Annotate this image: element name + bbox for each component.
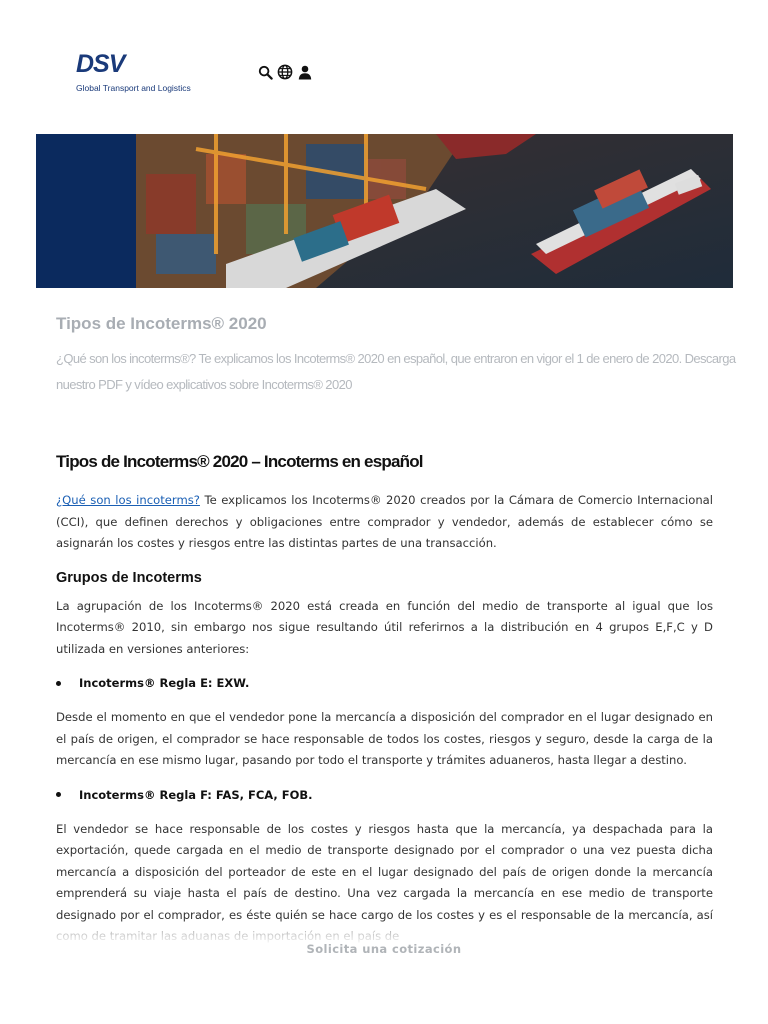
search-icon[interactable]: [257, 64, 273, 80]
user-icon[interactable]: [297, 64, 313, 80]
site-header: [0, 0, 768, 130]
article-paragraph-3: Desde el momento en que el vendedor pone la mercancía a disposición del comprador en el lugar designado en el país de origen, el comprador se hace responsable de todos los costes, riesgos y seguro, desde la carga de la mercancía en ese mismo lugar, pasando por todo el transporte y trámites aduaneros, hasta llegar a destino.: [56, 710, 713, 767]
logo-tagline: Global Transport and Logistics: [76, 83, 191, 93]
bullet-rule-f-label: Incoterms® Regla F: FAS, FCA, FOB.: [79, 787, 313, 802]
hero-color-band: [36, 134, 136, 288]
hero-image-container-port: [136, 134, 733, 288]
sticky-cta-bar: [0, 928, 768, 972]
intro-title: Tipos de Incoterms® 2020: [56, 314, 267, 333]
logo-wordmark: DSV: [76, 50, 125, 78]
section-heading-groups: Grupos de Incoterms: [56, 569, 202, 586]
article-paragraph-1: [56, 490, 713, 555]
globe-icon[interactable]: [277, 64, 293, 80]
bullet-rule-e: [56, 676, 713, 690]
article-paragraph-2: La agrupación de los Incoterms® 2020 está creada en función del medio de transporte al igual que los Incoterms® 2010, sin embargo nos sigue resultando útil referirnos a la distribución en 4 grupos E,F,C y D utilizada en versiones anteriores:: [56, 598, 713, 656]
bullet-rule-e-label: Incoterms® Regla E: EXW.: [79, 676, 250, 690]
article-body: [56, 452, 713, 948]
bullet-dot: [56, 792, 61, 797]
request-quote-button[interactable]: Solicita una cotización: [306, 942, 462, 956]
bullet-dot: [56, 681, 61, 686]
hero-banner: [36, 134, 733, 288]
what-are-incoterms-link[interactable]: ¿Qué son los incoterms?: [56, 493, 200, 507]
dsv-logo[interactable]: [76, 52, 191, 93]
article-heading: Tipos de Incoterms® 2020 – Incoterms en español: [56, 452, 423, 471]
intro-text: ¿Qué son los incoterms®? Te explicamos los Incoterms® 2020 en español, que entraron en vigor el 1 de enero de 2020. Descarga nuestro PDF y vídeo explicativos sobre Incoterms® 2020: [56, 351, 736, 392]
bullet-rule-f: [56, 788, 713, 802]
header-icons: [257, 64, 313, 80]
paragraph-1-text: Te explicamos los Incoterms® 2020 creados por la Cámara de Comercio Internacional (CCI), que definen derechos y obligaciones entre comprador y vendedor, además de establecer cómo se asignarán los costes y riesgos entre las distintas partes de una transacción.: [56, 493, 713, 550]
article-paragraph-4: El vendedor se hace responsable de los costes y riesgos hasta que la mercancía, ya despachada para la exportación, quede cargada en el medio de transporte designado por el comprador o una vez puesta dicha mercancía a disposición del porteador de este en el lugar designado del país de origen donde la mercancía emprenderá su viaje hasta el país de destino. Una vez cargada la mercancía en ese medio de transporte designado por el comprador, es éste quién se hace cargo de los costes y es el responsable de la mercancía, así: [56, 821, 713, 922]
